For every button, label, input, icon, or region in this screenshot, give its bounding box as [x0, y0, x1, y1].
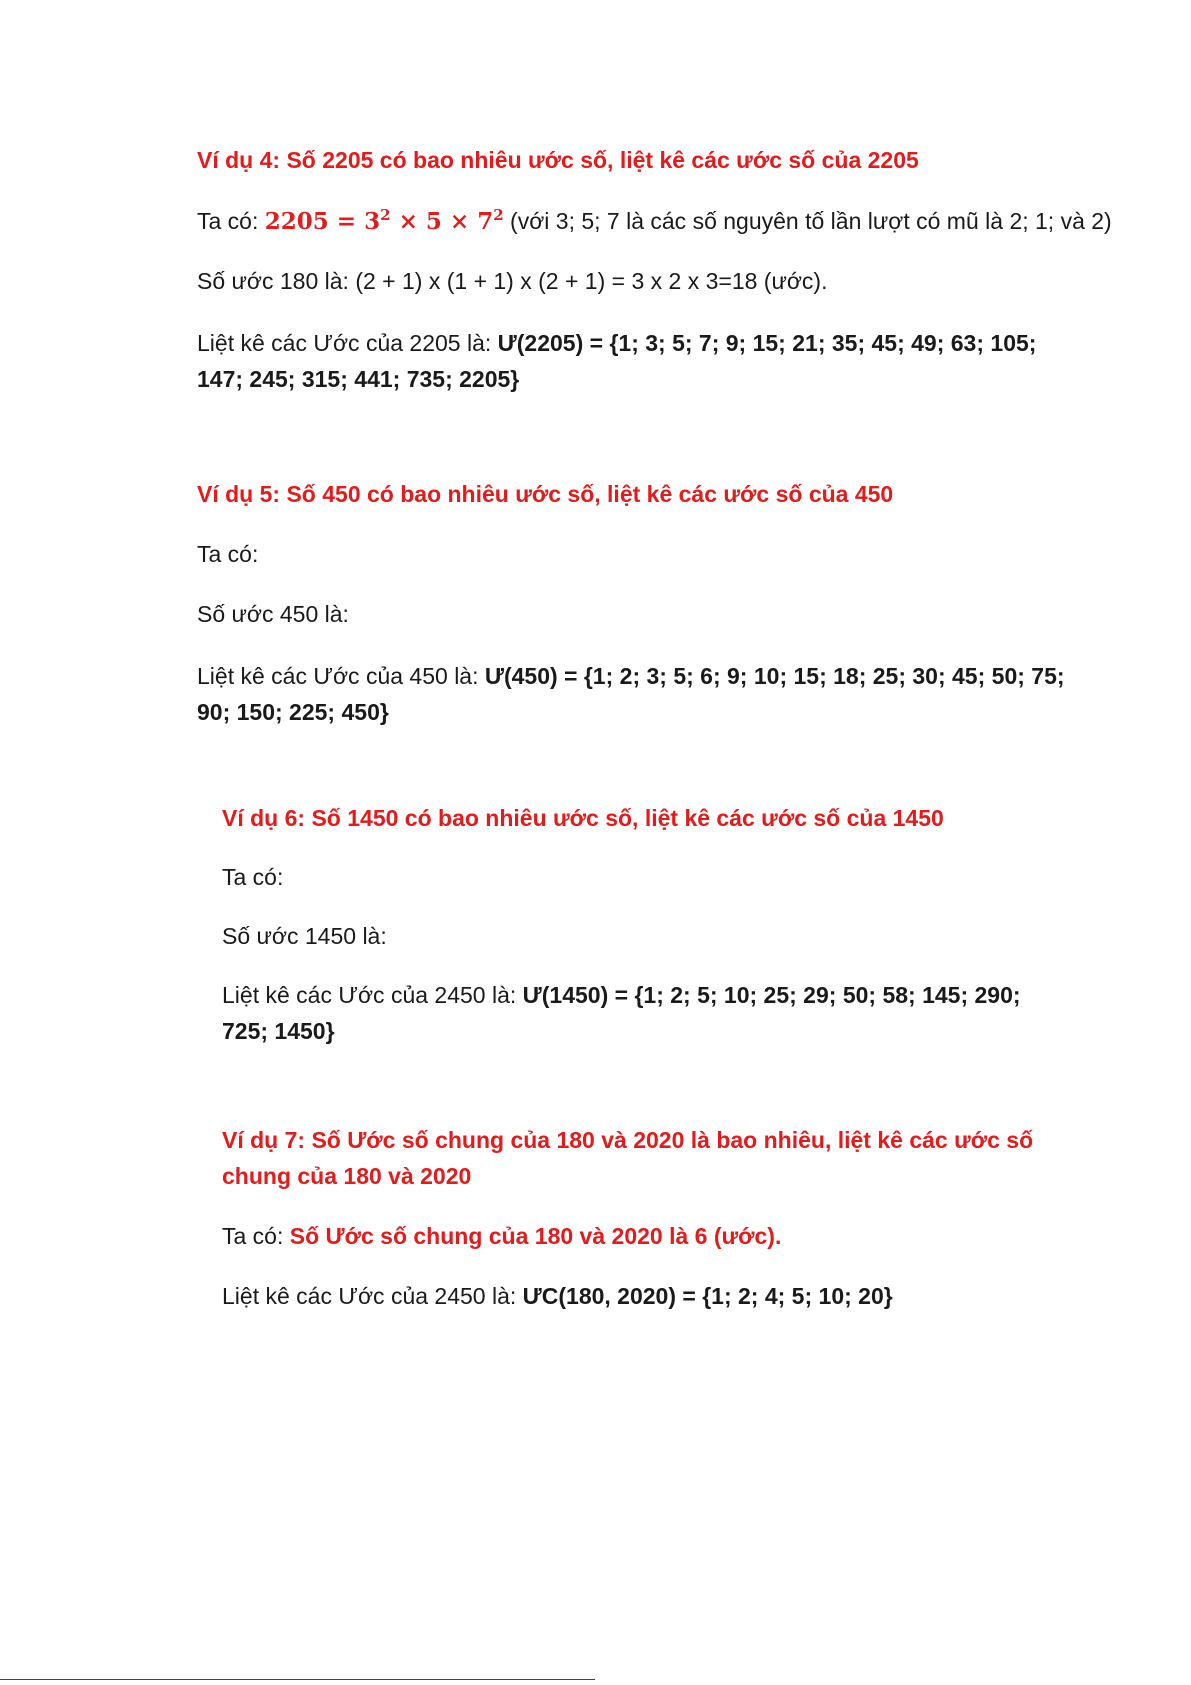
- ex4-line3: [197, 325, 1077, 397]
- ex6-line3: [222, 977, 1042, 1049]
- ex4-title: Ví dụ 4: Số 2205 có bao nhiêu ước số, liệt kê các ước số của 2205: [197, 147, 919, 173]
- ex4-divisor-set: Ư(2205) = {1; 3; 5; 7; 9; 15; 21; 35; 45; 49; 63; 105; 147; 245; 315; 441; 735; 2205}: [197, 330, 1037, 392]
- ex4-math-formula: $2205 = 3^2 \times 5 \times 7^2$: [264, 206, 504, 235]
- ex4-line3-prefix: Liệt kê các Ước của 2205 là:: [197, 330, 498, 356]
- ex6-line3-prefix: Liệt kê các Ước của 2450 là:: [222, 982, 523, 1008]
- ex5-title: Ví dụ 5: Số 450 có bao nhiêu ước số, liệt kê các ước số của 450: [197, 481, 894, 507]
- footer-divider: [0, 1679, 595, 1680]
- ex6-title: Ví dụ 6: Số 1450 có bao nhiêu ước số, liệt kê các ước số của 1450: [222, 805, 944, 831]
- ex7-title: Ví dụ 7: Số Ước số chung của 180 và 2020 là bao nhiêu, liệt kê các ước số chung của 180 và 2020: [222, 1127, 1034, 1189]
- ex5-line2: Số ước 450 là:: [197, 601, 349, 627]
- ex6-divisor-set: Ư(1450) = {1; 2; 5; 10; 25; 29; 50; 58; 145; 290; 725; 1450}: [222, 982, 1021, 1044]
- ex4-line2: Số ước 180 là: (2 + 1) x (1 + 1) x (2 + 1) = 3 x 2 x 3=18 (ước).: [197, 268, 828, 294]
- ex4-line1: [197, 203, 1112, 240]
- ex7-line2-prefix: Liệt kê các Ước của 2450 là:: [222, 1283, 523, 1309]
- ex7-line2: [222, 1278, 893, 1314]
- ex5-divisor-set: Ư(450) = {1; 2; 3; 5; 6; 9; 10; 15; 18; 25; 30; 45; 50; 75; 90; 150; 225; 450}: [197, 663, 1065, 725]
- ex7-line1: [222, 1218, 781, 1254]
- ex5-line3: [197, 658, 1077, 730]
- ex7-line1-prefix: Ta có:: [222, 1223, 290, 1249]
- ex6-line2: Số ước 1450 là:: [222, 923, 387, 949]
- ex5-line1: Ta có:: [197, 541, 259, 567]
- ex4-line1-suffix: (với 3; 5; 7 là các số nguyên tố lần lượt có mũ là 2; 1; và 2): [503, 208, 1112, 234]
- ex6-line1: Ta có:: [222, 864, 284, 890]
- ex4-line1-prefix: Ta có:: [197, 208, 265, 234]
- ex7-common-count: Số Ước số chung của 180 và 2020 là 6 (ước).: [289, 1223, 782, 1249]
- ex5-line3-prefix: Liệt kê các Ước của 450 là:: [197, 663, 485, 689]
- ex7-common-divisor-set: ƯC(180, 2020) = {1; 2; 4; 5; 10; 20}: [522, 1283, 893, 1309]
